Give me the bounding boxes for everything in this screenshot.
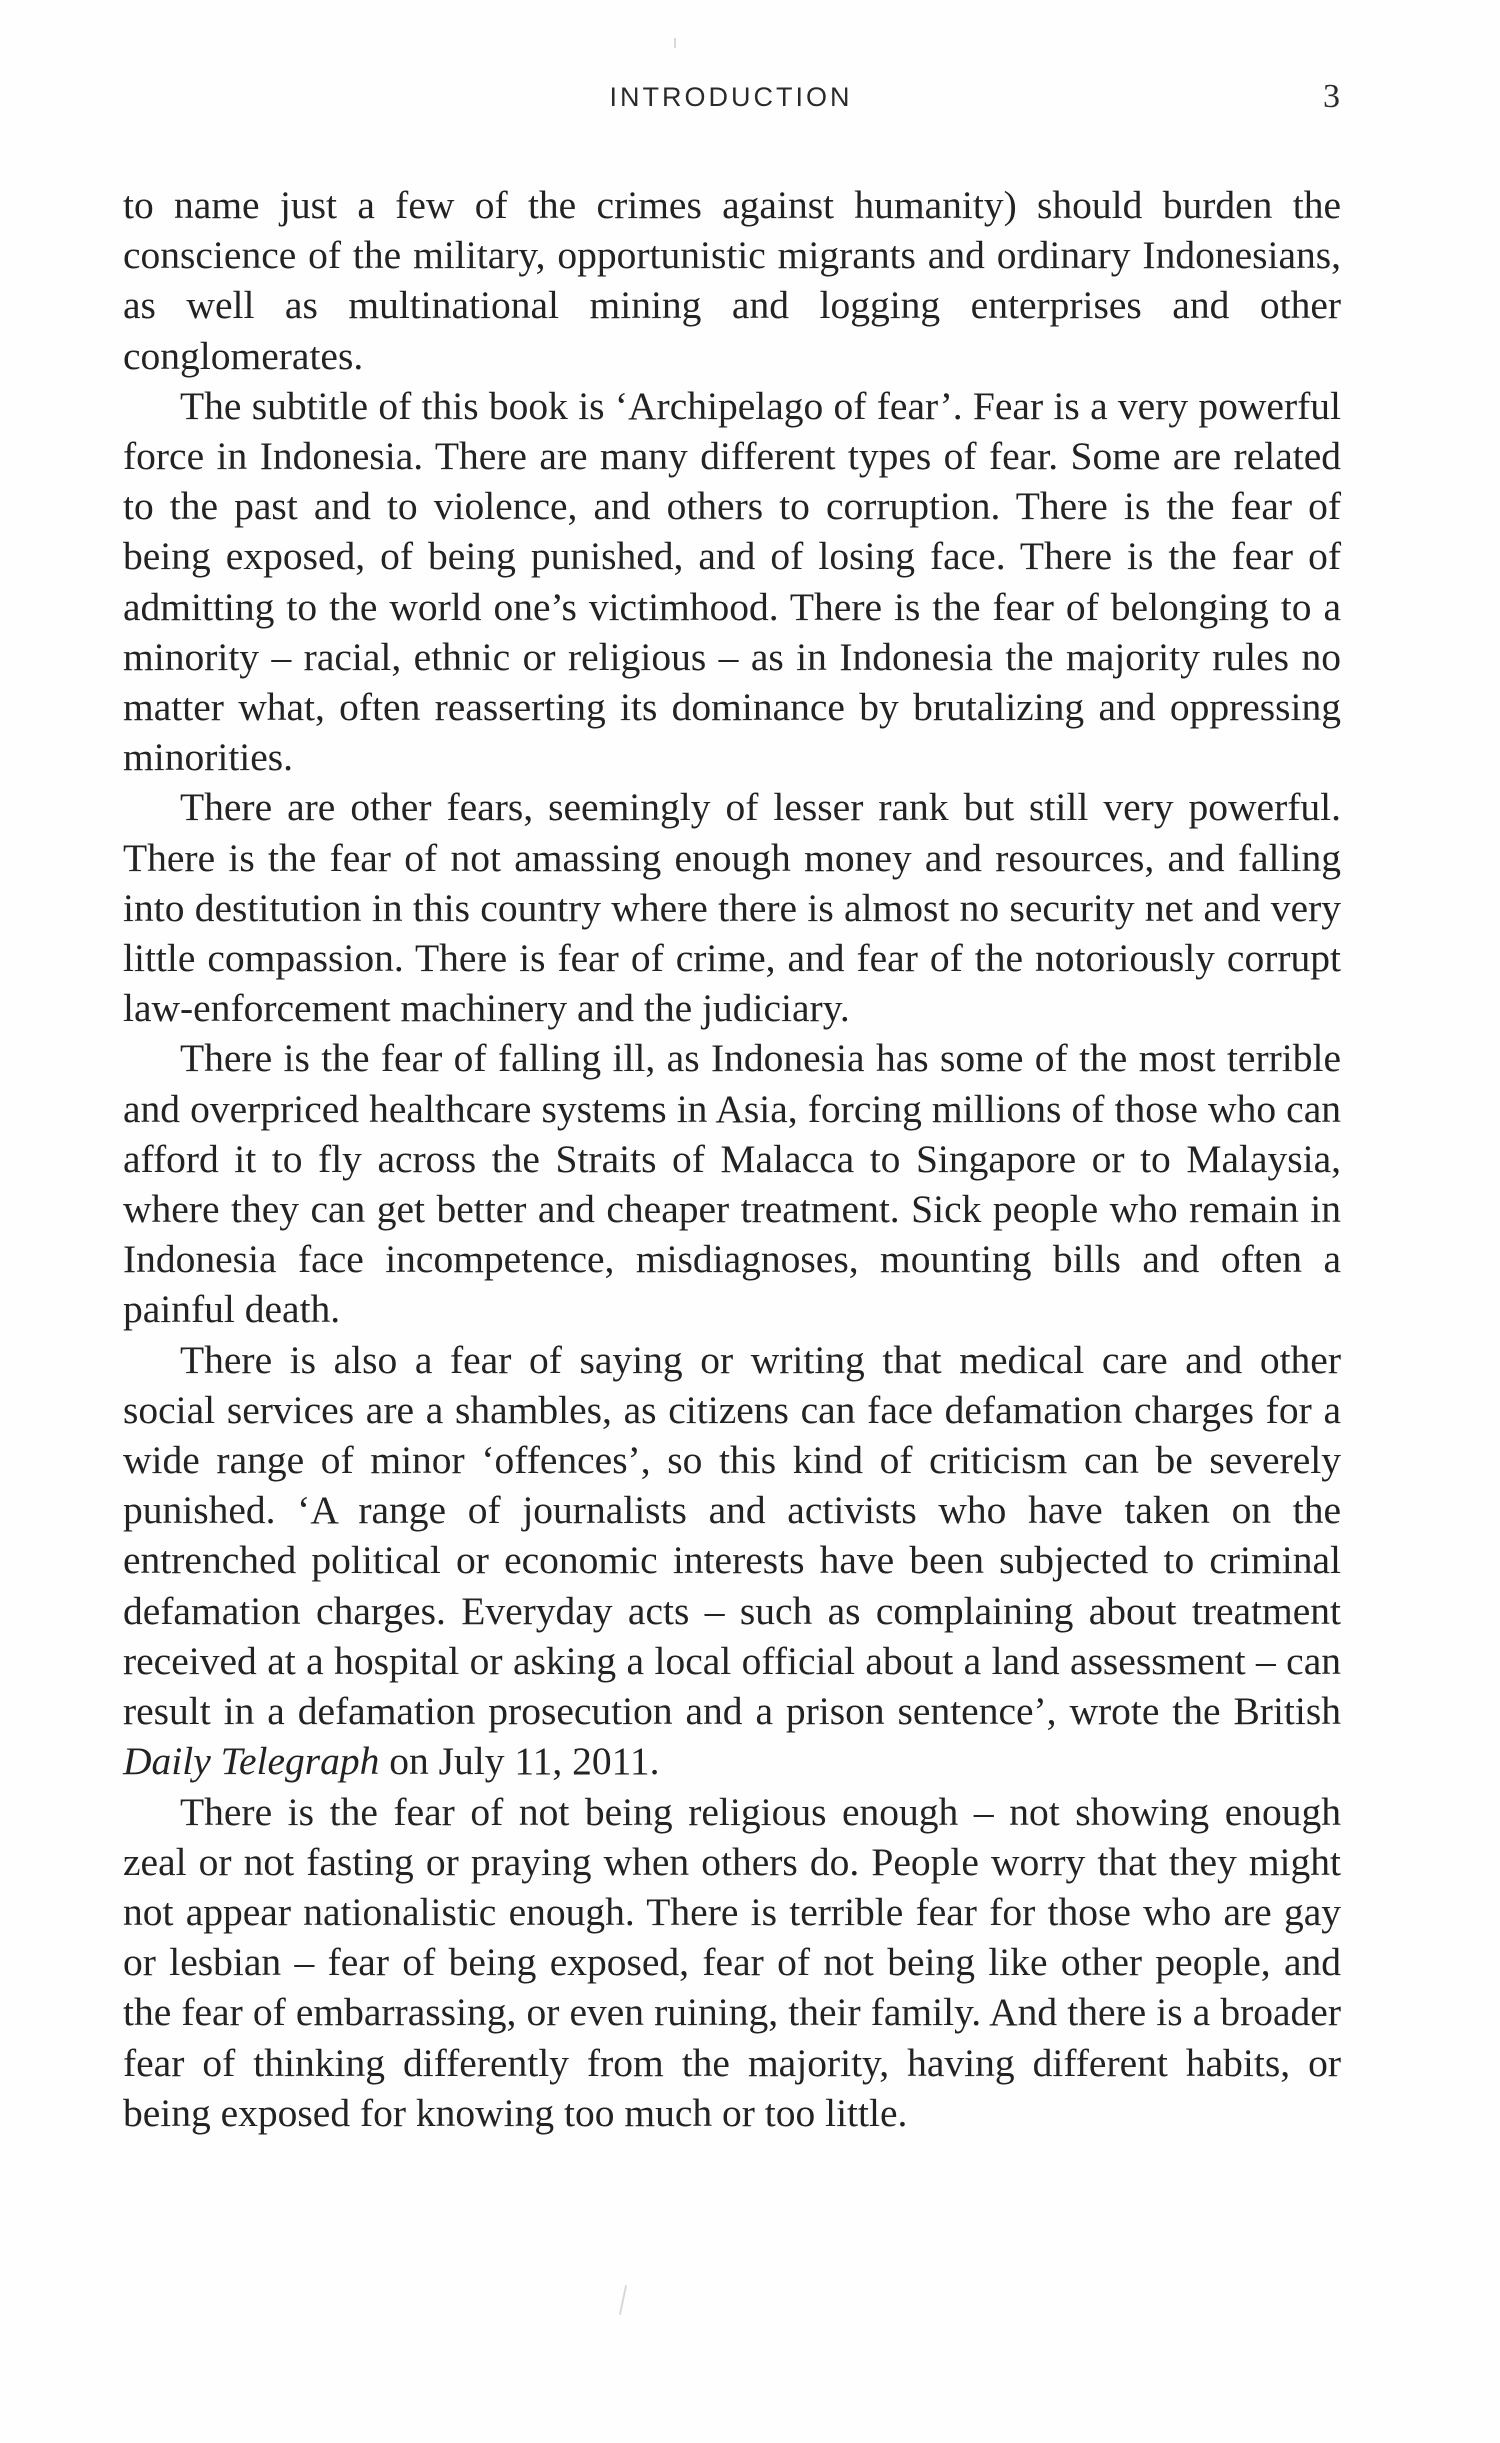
- paragraph-continued: to name just a few of the crimes against humanity) should burden the conscience of the military, opportunistic migrants and ordinary Indonesians, as well as multinational mining and logging enterprises and other conglomerates.: [123, 183, 1341, 378]
- paragraph: There is the fear of falling ill, as Indonesia has some of the most terrible and overpriced healthcare systems in Asia, forcing millions of those who can afford it to fly across the Straits of Malacca to Singapore or to Malaysia, where they can get better and cheaper treatment. Sick people who remain in Indonesia face incompetence, misdiagnoses, mounting bills and often a painful death.: [123, 1036, 1341, 1332]
- body-text: [123, 180, 1341, 2138]
- running-header: [0, 78, 1500, 118]
- paragraph-with-citation: [123, 1335, 1341, 1787]
- scan-artifact: [619, 2285, 627, 2315]
- paragraph-text: There is also a fear of saying or writing that medical care and other social services are a shambles, as citizens can face defamation charges for a wide range of minor ‘offences’, so this kind of criticism can be severely punished. ‘A range of journalists and activists who have taken on the entrenched political or economic interests have been subjected to criminal defamation charges. Everyday acts – such as complaining about treatment received at a hospital or asking a local official about a land assessment – can result in a defamation prosecution and a prison sentence’, wrote the British: [123, 1337, 1341, 1734]
- paragraph-text: on July 11, 2011.: [379, 1739, 660, 1784]
- paragraph: The subtitle of this book is ‘Archipelago of fear’. Fear is a very powerful force in Indonesia. There are many different types of fear. Some are related to the past and to violence, and others to corruption. There is the fear of being exposed, of being punished, and of losing face. There is the fear of admitting to the world one’s victimhood. There is the fear of belonging to a minority – racial, ethnic or religious – as in Indonesia the majority rules no matter what, often reasserting its dominance by brutalizing and oppressing minorities.: [123, 383, 1341, 780]
- scan-artifact: [674, 38, 676, 48]
- page-number: 3: [1323, 78, 1340, 115]
- paragraph: There is the fear of not being religious enough – not showing enough zeal or not fasting or praying when others do. People worry that they might not appear nationalistic enough. There is terrible fear for those who are gay or lesbian – fear of being exposed, fear of not being like other people, and the fear of embarrassing, or even ruining, their family. And there is a broader fear of thinking differently from the majority, having different habits, or being exposed for knowing too much or too little.: [123, 1789, 1341, 2135]
- paragraph: There are other fears, seemingly of lesser rank but still very powerful. There is the fear of not amassing enough money and resources, and falling into destitution in this country where there is almost no security net and very little compassion. There is fear of crime, and fear of the notoriously corrupt law-enforcement machinery and the judiciary.: [123, 785, 1341, 1031]
- running-title: INTRODUCTION: [609, 82, 853, 112]
- publication-title: Daily Telegraph: [123, 1739, 380, 1784]
